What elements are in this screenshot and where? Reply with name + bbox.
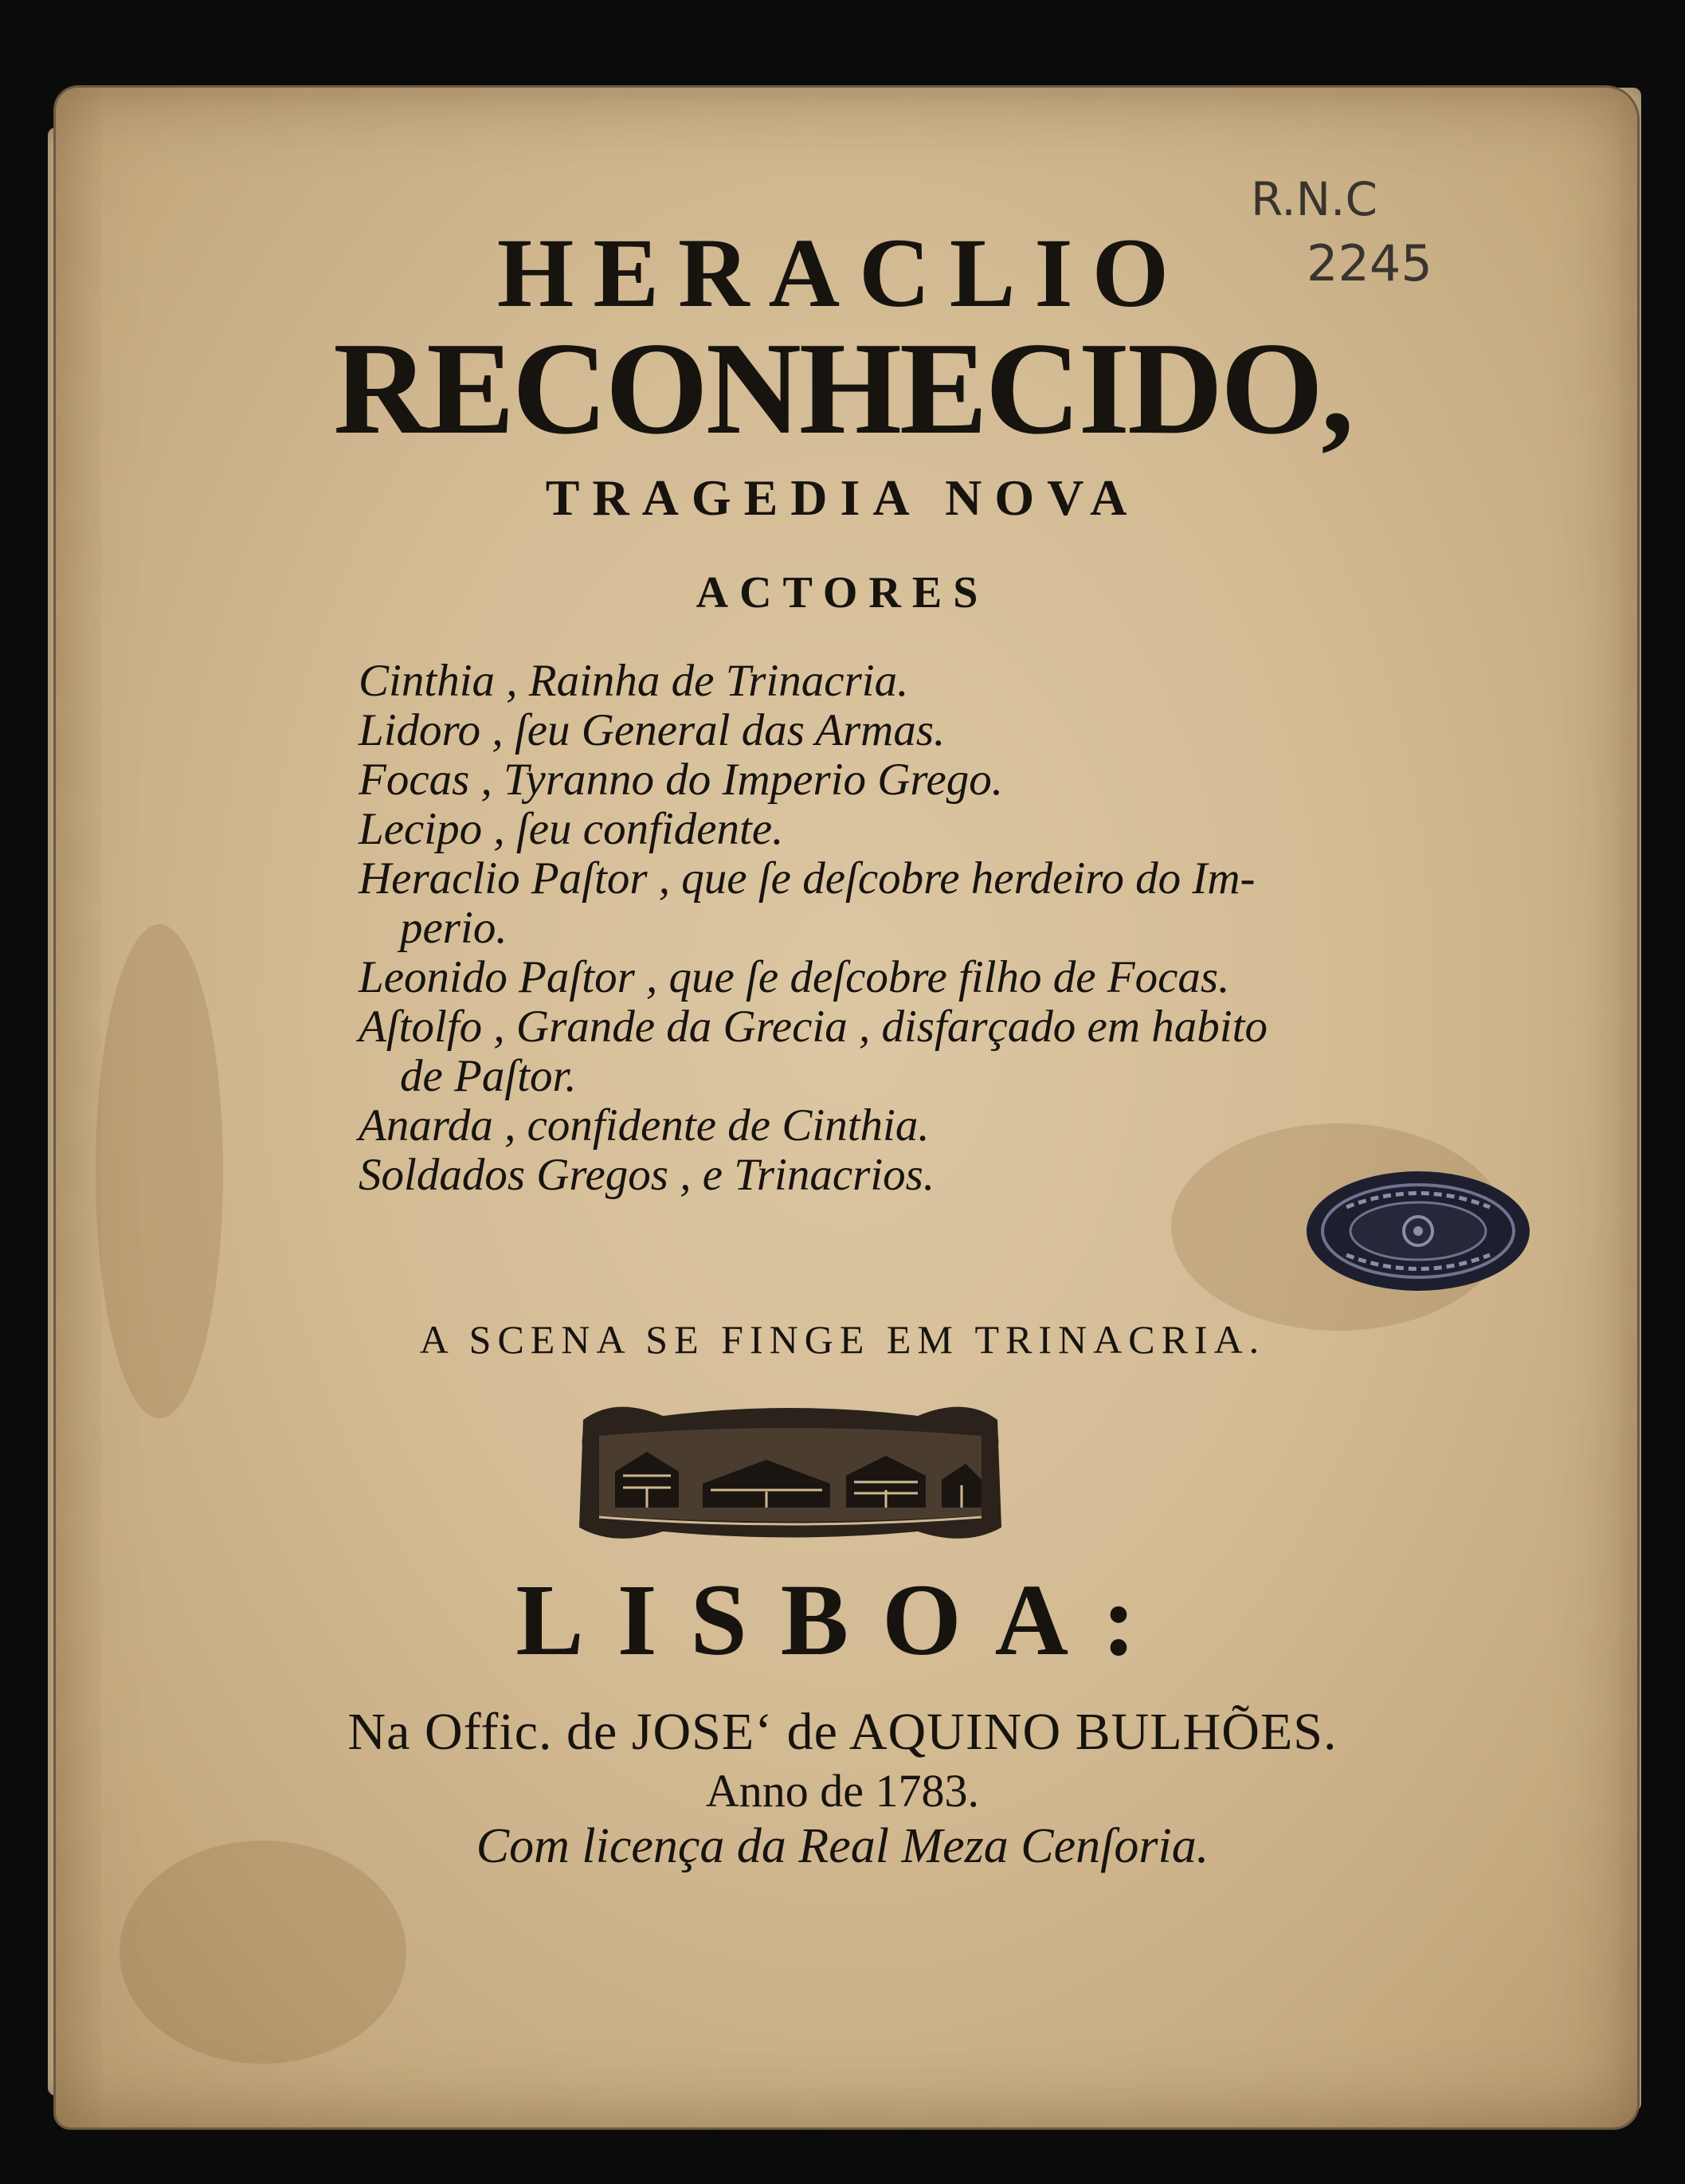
subtitle: TRAGEDIA NOVA (545, 469, 1140, 526)
cast-item: Lidoro , ſeu General das Armas. (359, 705, 946, 755)
cast-item: Lecipo , ſeu confidente. (359, 804, 784, 854)
cast-item: Focas , Tyranno do Imperio Grego. (359, 755, 1003, 805)
cast-item: Soldados Gregos , e Trinacrios. (359, 1150, 935, 1200)
cast-item: Aſtolfo , Grande da Grecia , disfarçado em habito (359, 1002, 1268, 1052)
imprint-city: LISBOA: (515, 1563, 1170, 1676)
woodcut-vignette (567, 1396, 1013, 1547)
cast-item: Leonido Paſtor , que ſe deſcobre filho de Focas. (359, 952, 1230, 1002)
imprint-licence: Com licença da Real Meza Cenſoria. (476, 1819, 1209, 1873)
svg-text:R.N.C: R.N.C (1251, 172, 1377, 226)
svg-text:2245: 2245 (1307, 234, 1432, 292)
imprint-year: Anno de 1783. (705, 1765, 980, 1817)
cast-item: Heraclio Paſtor , que ſe deſcobre herdeiro do Im- (359, 853, 1256, 904)
library-stamp (1299, 1163, 1538, 1299)
title-line-2: RECONHECIDO, (333, 315, 1352, 461)
imprint-printer: Na Offic. de JOSEʻ de AQUINO BULHÕES. (347, 1703, 1338, 1761)
cast-item: Anarda , confidente de Cinthia. (359, 1100, 930, 1151)
actors-heading: ACTORES (696, 568, 989, 618)
title-line-1: HERACLIO (496, 218, 1189, 327)
cast-item-continuation: de Paſtor. (400, 1051, 577, 1101)
cast-list (359, 657, 1268, 1200)
scene-note: A SCENA SE FINGE EM TRINACRIA. (419, 1317, 1266, 1362)
cast-item: Cinthia , Rainha de Trinacria. (359, 656, 909, 706)
cast-item-continuation: perio. (400, 903, 507, 953)
